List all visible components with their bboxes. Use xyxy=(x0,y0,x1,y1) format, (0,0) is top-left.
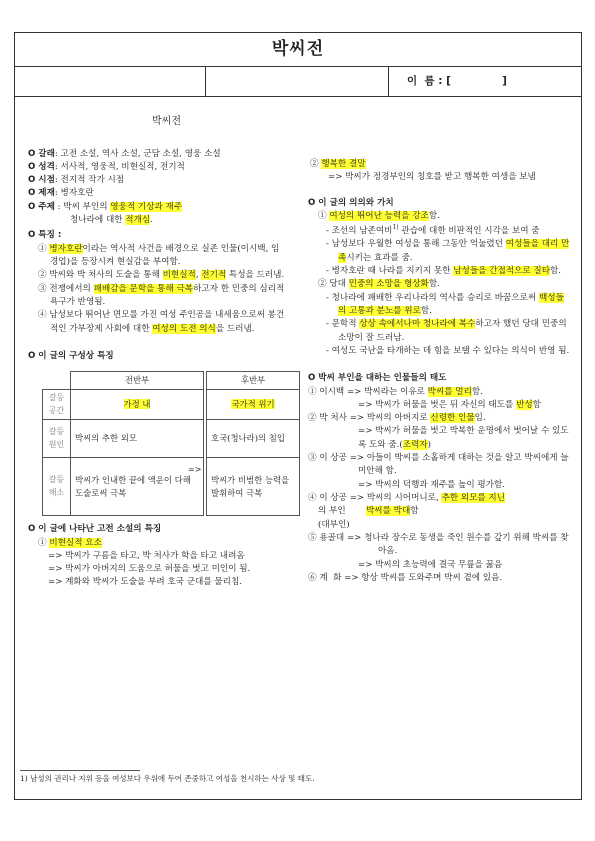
label-gallae: O 갈래 xyxy=(28,148,55,159)
intro-jaeje xyxy=(28,187,286,200)
footnote: 1) 남성의 권리나 지위 등을 여성보다 우위에 두어 존중하고 여성을 천시하는 사상 및 태도. xyxy=(20,774,315,783)
meaning-a xyxy=(308,223,570,238)
attitude-6: ⑥ 계 화 => 항상 박씨를 도와주며 박씨 곁에 있음. xyxy=(308,572,503,583)
meaning-c-text: - 병자호란 때 나라를 지키지 못한 xyxy=(326,266,454,277)
feature-1-num: ① xyxy=(38,243,50,254)
table-header-row xyxy=(207,372,300,390)
feature-4 xyxy=(28,309,286,336)
attitudes-title: O 박씨 부인을 대하는 인물들의 태도 xyxy=(308,373,447,384)
footnote-divider xyxy=(20,770,140,771)
table-row xyxy=(207,420,300,458)
table-cell: 박씨의 추한 외모 xyxy=(71,420,204,458)
theme-text-3: . xyxy=(150,215,153,226)
feature-4-text-1: ④ 남성보다 뛰어난 면모를 가진 여성 주인공을 내세움으로써 봉건적인 가부장제 사회에 대한 xyxy=(38,310,285,334)
feature-4-text-2: 을 드러냄. xyxy=(215,323,255,334)
document-title: 박씨전 xyxy=(152,116,181,127)
attitude-4 xyxy=(308,492,570,505)
attitude-5: ⑤ 용골대 => 청나라 장수로 동생을 죽인 원수를 갚기 위해 박씨를 찾아옴. xyxy=(308,532,569,557)
table-cell: 박씨가 비범한 능력을 발휘하여 극복 xyxy=(207,458,300,516)
intro-theme xyxy=(28,201,286,228)
meaning-d xyxy=(308,292,570,319)
label-jaeje: O 제재 xyxy=(28,188,55,199)
value-seonggyeok: : 서사적, 영웅적, 비현실적, 전기적 xyxy=(54,161,185,172)
feature-1-text: 이라는 역사적 사건을 배경으로 실존 인물(이시백, 임경업)을 등장시켜 현실감을 부여함. xyxy=(50,243,280,267)
attitude-1b-end: 함 xyxy=(532,399,541,410)
attitude-2b-end: ) xyxy=(427,439,432,450)
table-arrow: => xyxy=(188,465,202,475)
intro-gallae xyxy=(28,148,286,161)
meaning-title: O 이 글의 의의와 가치 xyxy=(308,197,394,208)
table-header-row xyxy=(43,372,204,390)
table-row xyxy=(43,390,204,420)
classic-line-2: => 박씨가 아버지의 도움으로 허물을 벗고 미인이 됨. xyxy=(48,564,251,575)
attitude-4-text: ④ 이 상공 => 박씨의 시어머니로, xyxy=(308,493,442,504)
feature-2-text-1: ② 박씨와 박 처사의 도술을 통해 xyxy=(38,270,163,281)
name-row xyxy=(15,67,581,97)
label-sijeom: O 시점 xyxy=(28,175,55,186)
meaning-a-text: - 조선의 남존여비 xyxy=(326,226,393,237)
classic-line-1: => 박씨가 구름을 타고, 박 처사가 학을 타고 내려옴 xyxy=(48,550,245,561)
meaning-p1-highlight: 여성의 뛰어난 능력을 강조 xyxy=(329,210,429,221)
attitude-2b-text: => 박씨가 허물을 벗고 박복한 운명에서 벗어날 수 있도록 도와 줌.( xyxy=(358,426,569,450)
happy-highlight: 행복한 결말 xyxy=(321,159,366,169)
attitude-2b-highlight: 조력자 xyxy=(402,439,428,450)
structure-table-second-half xyxy=(206,371,300,516)
feature-2-text-2: , xyxy=(195,270,202,281)
features-title: O 특징 : xyxy=(28,230,62,241)
meaning-e-text-2: 하고자 했던 당대 민중의 소망이 잘 드러남. xyxy=(338,319,567,343)
classic-item-1-num: ① xyxy=(38,537,50,548)
intro-seonggyeok xyxy=(28,161,286,174)
meaning-e xyxy=(308,318,570,345)
attitude-1 xyxy=(308,386,570,399)
feature-3-text-1: ③ 전쟁에서의 xyxy=(38,283,94,294)
feature-3-highlight: 패배감을 문학을 통해 극복 xyxy=(93,283,194,294)
structure-title: O 이 글의 구성상 특징 xyxy=(28,350,114,361)
feature-2 xyxy=(28,269,286,282)
table-row xyxy=(207,390,300,420)
attitude-4b xyxy=(308,505,570,518)
attitude-1-end: 함. xyxy=(471,386,483,397)
row-label: 갈등 공간 xyxy=(43,390,71,420)
feature-1 xyxy=(28,243,286,270)
attitude-1-highlight: 박씨를 멀리 xyxy=(427,386,472,397)
value-jaeje: : 병자호란 xyxy=(54,188,94,199)
attitude-2-end: 임. xyxy=(474,413,486,424)
attitude-4-highlight-1: 추한 외모를 지닌 xyxy=(441,493,506,504)
attitude-3: ③ 이 상공 => 아들이 박씨를 소홀하게 대하는 것을 알고 박씨에게 늘 미안해 함. xyxy=(308,453,569,477)
left-column xyxy=(28,114,290,590)
feature-4-highlight: 여성의 도전 의식 xyxy=(152,323,216,334)
feature-1-highlight: 병자호란 xyxy=(49,243,83,254)
theme-highlight-1: 영웅적 기상과 재주 xyxy=(110,201,183,212)
meaning-p1-num: ① xyxy=(318,210,330,221)
attitude-1b-highlight: 반성 xyxy=(516,399,533,410)
value-sijeom: : 전지적 작가 시점 xyxy=(54,175,125,186)
blank-cell-1 xyxy=(15,67,206,96)
meaning-b-text: - 남성보다 우월한 여성을 통해 그동안 억눌렸던 xyxy=(326,239,506,250)
table-cell: 가정 내 xyxy=(123,399,151,410)
attitude-2 xyxy=(308,412,570,425)
happy-num: ② xyxy=(310,159,322,169)
attitude-3b: => 박씨의 덕행과 재주를 높이 평가함. xyxy=(358,479,506,490)
attitude-2-text: ② 박 처사 => 박씨의 아버지로 xyxy=(308,413,431,424)
happy-ending xyxy=(308,158,570,171)
table-cell: 박씨가 인내한 끝에 액운이 다해 도술로써 극복 xyxy=(71,458,204,516)
feature-3-text-2: 하고자 한 민중의 심리적 욕구가 반영됨. xyxy=(50,283,285,307)
meaning-p2-num: ② 당대 xyxy=(318,279,349,290)
attitude-2-highlight: 신령한 인물 xyxy=(430,413,475,424)
table-row xyxy=(43,420,204,458)
right-column xyxy=(308,158,570,585)
classic-line-3: => 계화와 박씨가 도술을 부려 호국 군대를 물리침. xyxy=(48,577,242,588)
attitude-2b xyxy=(308,425,570,452)
meaning-b-text-2: 시키는 효과를 줌. xyxy=(346,252,413,263)
meaning-a-text-2: 관습에 대한 비판적인 시각을 보여 줌 xyxy=(398,226,540,237)
feature-2-text-3: 특성을 드러냄. xyxy=(226,270,285,281)
attitude-4-highlight-2: 박씨를 박대 xyxy=(366,506,411,517)
meaning-e-text: - 문학적 xyxy=(326,319,360,330)
page-title: 박씨전 xyxy=(271,39,325,60)
label-theme: O 주제 xyxy=(28,201,55,212)
attitude-1-text: ① 이시백 => 박씨라는 이유로 xyxy=(308,386,428,397)
structure-table-first-half xyxy=(42,371,204,516)
meaning-p2-end: 함. xyxy=(428,279,440,290)
theme-text-1: : 박씨 부인의 xyxy=(54,201,111,212)
attitude-4-label: 의 부인 xyxy=(318,506,346,517)
table-head-first-half: 전반부 xyxy=(71,372,204,390)
classic-item-1-highlight: 비현실적 요소 xyxy=(49,537,102,548)
theme-text-2: 청나라에 대한 xyxy=(70,215,126,226)
meaning-d-highlight: 백성들의 고통과 분노를 위로 xyxy=(338,292,564,316)
meaning-c-highlight: 남성들을 간접적으로 질타 xyxy=(453,266,550,277)
attitude-4-end: 함 xyxy=(410,506,419,517)
blank-cell-2 xyxy=(206,67,389,96)
table-corner xyxy=(43,372,71,390)
attitude-1b-text: => 박씨가 허물을 벗은 뒤 자신의 태도를 xyxy=(358,399,517,410)
table-head-second-half: 후반부 xyxy=(207,372,300,390)
classic-features-title: O 이 글에 나타난 고전 소설의 특징 xyxy=(28,524,162,535)
feature-2-highlight-1: 비현실적 xyxy=(162,270,196,281)
row-label: 갈등 해소 xyxy=(43,458,71,516)
meaning-point-2 xyxy=(308,278,570,291)
meaning-e-highlight: 상상 속에서나마 청나라에 복수 xyxy=(359,319,476,330)
theme-highlight-2: 적개심 xyxy=(125,215,151,226)
meaning-d-text: - 청나라에 패배한 우리나라의 역사를 승리로 바꿈으로써 xyxy=(326,292,539,303)
meaning-b-highlight: 여성들을 대리 만족 xyxy=(338,239,570,263)
value-gallae: : 고전 소설, 역사 소설, 군담 소설, 영웅 소설 xyxy=(54,148,221,159)
meaning-point-1 xyxy=(308,210,570,223)
label-seonggyeok: O 성격 xyxy=(28,161,55,172)
row-label: 갈등 원인 xyxy=(43,420,71,458)
structure-tables xyxy=(28,371,290,509)
table-row xyxy=(207,458,300,516)
meaning-d-text-2: 함. xyxy=(420,305,432,316)
footnote-ref[interactable]: 1) xyxy=(392,224,399,232)
attitude-5b: => 박씨의 초능력에 결국 무릎을 꿇음 xyxy=(358,559,503,570)
intro-sijeom xyxy=(28,174,286,187)
meaning-p2-highlight: 민중의 소망을 형상화 xyxy=(348,279,429,290)
meaning-c xyxy=(308,265,570,278)
table-cell: 호국(청나라)의 침입 xyxy=(207,420,300,458)
name-field[interactable]: 이 름 : [ ] xyxy=(407,75,507,87)
table-cell: 국가적 위기 xyxy=(231,399,275,410)
attitude-4c: (대부인) xyxy=(318,519,350,530)
meaning-f: - 여성도 국난을 타개하는 데 힘을 보탤 수 있다는 의식이 반영 됨. xyxy=(326,345,570,356)
meaning-b xyxy=(308,238,570,265)
meaning-p1-end: 함. xyxy=(428,210,440,221)
theme-line-2 xyxy=(28,214,286,227)
title-row xyxy=(15,33,581,67)
meaning-c-text-2: 함. xyxy=(550,266,562,277)
feature-2-highlight-2: 전기적 xyxy=(201,270,227,281)
happy-line: => 박씨가 정경부인의 칭호를 받고 행복한 여생을 보냄 xyxy=(328,172,536,183)
classic-item-1 xyxy=(28,537,286,550)
attitude-1b xyxy=(308,399,570,412)
feature-3 xyxy=(28,283,286,310)
table-row xyxy=(43,458,204,516)
